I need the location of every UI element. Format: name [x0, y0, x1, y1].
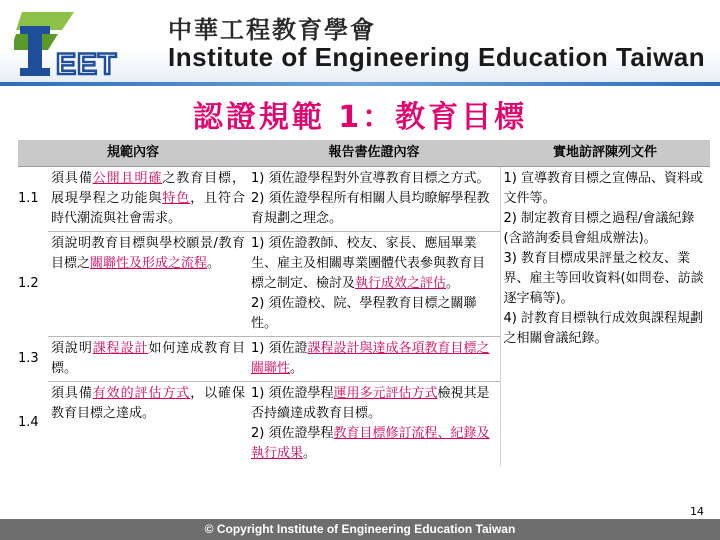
criterion-number: 1.3 — [18, 336, 48, 381]
highlighted-text: 教育目標修訂流程、紀錄及執行成果 — [251, 425, 490, 461]
highlighted-text: 特色 — [162, 190, 191, 206]
slide-header — [0, 0, 720, 82]
table-body — [18, 166, 710, 466]
text-run: 檢視其是否持續達成教育目標。 — [251, 385, 490, 421]
highlighted-text: 課程設計 — [92, 340, 149, 356]
highlighted-text: 課程設計與達成各項教育目標之關聯性 — [251, 340, 490, 376]
highlighted-text: 關聯性及形成之流程 — [90, 255, 208, 271]
text-run: 。 — [207, 255, 221, 271]
col-header-onsite: 實地訪評陳列文件 — [500, 140, 710, 166]
highlighted-text: 運用多元評估方式 — [333, 385, 438, 401]
text-run: 如何達成教育目標。 — [51, 340, 245, 376]
text-run: 之教育目標，展現學程之功能與 — [51, 170, 245, 206]
evidence-cell — [248, 231, 500, 336]
page-number: 14 — [690, 505, 704, 518]
evidence-cell — [248, 381, 500, 466]
criterion-number: 1.2 — [18, 231, 48, 336]
criterion-number: 1.1 — [18, 166, 48, 231]
text-run: 2) 須佐證學程 — [251, 425, 334, 441]
text-run: 。 — [446, 275, 460, 291]
text-run: ，以確保教育目標之達成。 — [51, 385, 245, 421]
criterion-text — [48, 166, 248, 231]
criterion-text — [48, 231, 248, 336]
onsite-document-item: 4) 討教育目標執行成效與課程規劃之相關會議紀錄。 — [503, 310, 703, 346]
onsite-document-item: 1) 宣導教育目標之宣傳品、資料或文件等。 — [503, 170, 703, 206]
col-header-evidence: 報告書佐證內容 — [248, 140, 500, 166]
ieet-logo — [14, 6, 144, 78]
copyright-text: Copyright Institute of Engineering Education Taiwan — [216, 522, 516, 536]
onsite-documents-cell — [500, 166, 710, 466]
evidence-item — [251, 294, 497, 334]
text-run: 須具備 — [51, 170, 93, 186]
evidence-item — [251, 189, 497, 229]
evidence-item — [251, 169, 497, 189]
text-run: 須說明教育目標與學校願景/教育目標之 — [51, 235, 245, 271]
text-run: 1) 須佐證教師、校友、家長、應屆畢業生、雇主及相關專業團體代表參與教育目標之制定、檢討及 — [251, 235, 486, 291]
copyright-footer — [0, 519, 720, 540]
svg-text:EET: EET — [56, 48, 118, 78]
text-run: ，且符合時代潮流與社會需求。 — [51, 190, 245, 226]
text-run: 。 — [303, 445, 317, 461]
text-run: 2) 須佐證校、院、學程教育目標之關聯性。 — [251, 295, 477, 331]
evidence-cell — [248, 336, 500, 381]
evidence-cell — [248, 166, 500, 231]
org-name-en: Institute of Engineering Education Taiwan — [168, 42, 706, 72]
criterion-row — [18, 166, 710, 231]
org-name-cn: 中華工程教育學會 — [168, 16, 376, 44]
text-run: 1) 須佐證學程 — [251, 385, 334, 401]
table-header-row — [18, 140, 710, 166]
header-divider — [0, 82, 720, 86]
onsite-document-item: 3) 教育目標成果評量之校友、業界、雇主等回收資料(如問卷、訪談逐字稿等)。 — [503, 250, 704, 306]
highlighted-text: 執行成效之評估 — [355, 275, 447, 291]
onsite-document-item: 2) 制定教育目標之過程/會議紀錄(含諮詢委員會組成辦法)。 — [503, 210, 695, 246]
page-title: 認證規範 1：教育目標 — [192, 100, 528, 135]
criteria-table — [18, 140, 710, 466]
evidence-item — [251, 424, 497, 464]
highlighted-text: 有效的評估方式 — [92, 385, 191, 401]
highlighted-text: 公開且明確 — [92, 170, 163, 186]
text-run: 2) 須佐證學程所有相關人員均瞭解學程教育規劃之理念。 — [251, 190, 490, 226]
text-run: 。 — [290, 360, 304, 376]
evidence-item — [251, 339, 497, 379]
text-run: 須具備 — [51, 385, 93, 401]
criterion-text — [48, 381, 248, 466]
evidence-item — [251, 384, 497, 424]
text-run: 1) 須佐證 — [251, 340, 308, 356]
text-run: 1) 須佐證學程對外宣導教育目標之方式。 — [251, 170, 490, 186]
copyright-icon: © — [204, 522, 214, 536]
text-run: 須說明 — [51, 340, 93, 356]
criterion-text — [48, 336, 248, 381]
criterion-number: 1.4 — [18, 381, 48, 466]
evidence-item — [251, 234, 497, 294]
col-header-criterion: 規範內容 — [18, 140, 248, 166]
